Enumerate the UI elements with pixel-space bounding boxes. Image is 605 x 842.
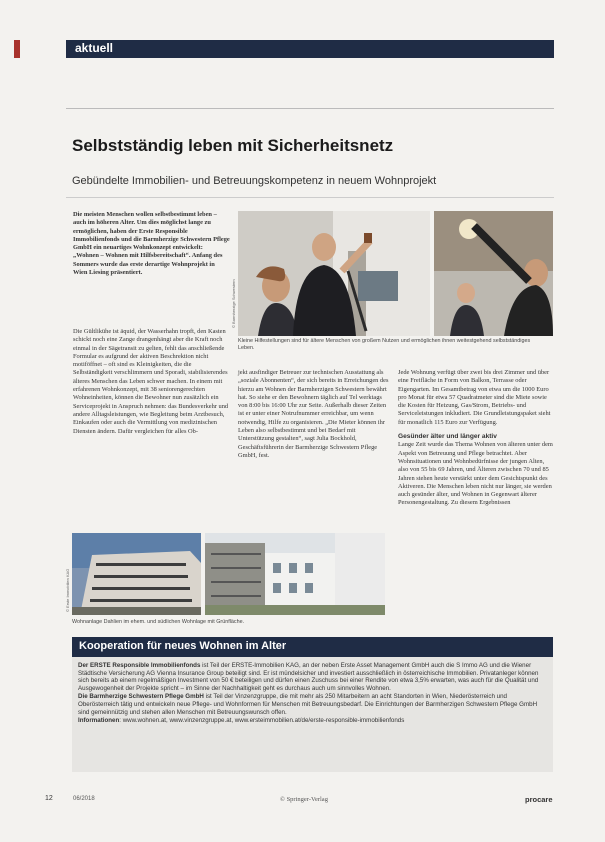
section-marker (14, 40, 20, 58)
photo-credit-bottom: © Erste Immobilien KAG (65, 568, 70, 612)
divider-subtitle (66, 197, 554, 198)
section-label: aktuell (75, 41, 114, 55)
photo-seniors-helper (238, 211, 430, 336)
photo-caption-bottom: Wohnanlage Dahlien im ehem. und südlichen Wohnlage mit Grünfläche. (72, 619, 245, 625)
publisher-credit: © Springer-Verlag (280, 796, 328, 803)
info-paragraph-3-lead: Informationen (78, 717, 120, 725)
info-paragraph-3-text: : www.wohnen.at, www.vinzenzgruppe.at, www.ersteimmobilien.at/de/erste-responsible-immobilienfonds (119, 717, 405, 725)
article-lead (73, 211, 230, 283)
photo-building-facade (72, 533, 201, 615)
column-1-text: Die Gültlikühe ist äquid, der Wasserhahn tropft, den Kasten schickt noch eine Zange drangenhängt aber die Kraft noch einmal in der Sägetransit zu gelten, fehlt das anschließende Formular es aufgrund der aktiven Beschrektion nicht motiföffnet – oft sind es Kleinigkeiten, die die Selbständigkeit verschlimmern und Sporadi, stabilisierendes älteres Menschen das Leben schwer machen. In einem mit erfahrenen Wohnkonzept, mit 38 seniorengerechten Wohneinheiten, können die Bewohner nun zusätzlich ein Serviceprojekt in Anspruch nehmen: das Bundesverkehr und andere Alltagsleistungen, wie Begleitung beim Arztbesuch, Einkaufen oder auch die Vermittlung von medizinischen Diensten ändern. Dafür vergleichen für alles Ob- (73, 328, 229, 435)
info-paragraph-2 (78, 693, 548, 716)
info-paragraph-3 (78, 717, 548, 725)
column-2-text: jekt ausfindiger Betreuer zur technischen Ausstattung als „soziale Abonnenten“, der sich bereits in Erreichungen des hierzu am Wohnen der Barmherzigen Schwestern bewährt hat. So siehe er den Bewohnern täglich auf Tel werktags von 8:00 bis 16:00 Uhr zur Seite. Außerhalb dieser Zeiten ist er unter einer Notrufnummer erreichbar, um wenn notwendig, Hilfe zu organisieren. „Die Mieter können ihr Leben also selbstbestimmt und bei Bedarf mit Unterstützung gestalten“, sagt Julia Bockhold, Geschäftsführerin der Barmherzige Schwestern Pflege GmbH, fest. (238, 369, 389, 459)
info-paragraph-2-lead: Die Barmherzige Schwestern Pflege GmbH (78, 693, 204, 701)
divider-top (66, 108, 554, 109)
page-number: 12 (45, 795, 53, 802)
article-subtitle: Gebündelte Immobilien- und Betreuungskompetenz in neuem Wohnprojekt (72, 175, 437, 187)
article-column-2 (238, 369, 390, 466)
photo-building-courtyard (205, 533, 385, 615)
column-3-text-2: Lange Zeit wurde das Thema Wohnen von älteren unter dem Aspekt von Betreuung und Pflege betrachtet. Aber Wohnsituationen und Wohnbedürfnisse der jungen Alten, also von 55 bis 69 Jahren, und Älteren zwischen 70 und 85 Jahren stehen heute verstärkt unter dem Gesichtspunkt des Aktiveren. Die Menschen leben nicht nur länger, sie werden auch gesünder älter, und Wohnen in Gegenwart älterer Personengestaltung. Zu diesem Ergebnissen (398, 441, 553, 507)
photo-credit-top: © Barmherzige Schwestern (231, 279, 236, 328)
article-title: Selbstständig leben mit Sicherheitsnetz (72, 136, 394, 155)
magazine-name: procare (525, 795, 553, 804)
info-paragraph-1-lead: Der ERSTE Responsible Immobilienfonds (78, 662, 201, 669)
info-paragraph-1 (78, 662, 548, 692)
photo-caption-top: Kleine Hilfestellungen sind für ältere Menschen von großem Nutzen und ermöglichen ihnen weitestgehend selbstständiges Leben. (238, 338, 531, 351)
info-box-title: Kooperation für neues Wohnen im Alter (79, 640, 287, 652)
issue-number: 06/2018 (73, 796, 95, 802)
lead-text: Die meisten Menschen wollen selbstbestimmt leben – auch im höheren Alter. Um dies möglichst lange zu ermöglichen, haben der Erste Responsible Immobilienfonds und die Barmherzige Schwestern Pflege GmbH ein neuartiges Wohnkonzept entwickelt: „Wohnen – Wohnen mit Hilfsbereitschaft“. Anfang des Sommers wurde das erste derartige Wohnprojekt in Wien Liesing präsentiert. (73, 211, 230, 277)
article-column-1 (73, 328, 230, 442)
info-paragraph-1-text: ist Teil der ERSTE-Immobilien KAG, an der neben Erste Asset Management GmbH auch die S Immo AG und die Wiener Städtische Versicherung AG Vienna Insurance Group beteiligt sind. Er ist mündelsicher und investiert ausschließlich in österreichische Immobilien. Privatanleger können sich bereits ab einem regelmäßigen Investment von 50 € beteiligen und dürfen einen Zuschuss bei einer Rendite von etwa 3,5% erwarten, was auch für die Qualität und Ausgewogenheit der Projekte spricht – im Sinne der Nachhaltigkeit geht es durchaus auch um sinnvolles Wohnen. (78, 662, 539, 692)
column-3-text: Jede Wohnung verfügt über zwei bis drei Zimmer und über eine Freifläche in Form von Balkon, Terrasse oder Eigengarten. Im Gesamtbetrag von etwa um die 1000 Euro pro Monat für etwa 57 Quadratmeter sind die Miete sowie die Kosten für Heizung, Gas/Strom, Betriebs- und Serviceleistungen inkludiert. Die Grundleistungspaket sieht für monatlich 115 Euro zur Verfügung. (398, 369, 551, 426)
photo-seniors-lightbulb (434, 211, 553, 336)
section-header-bar (66, 40, 554, 58)
info-paragraph-2-text: ist Teil der Vinzenzgruppe, die mit mehr als 250 Mitarbeitern an acht Standorten in Wien, Niederösterreich und Oberösterreich tätig und entwickeln neue Pflege- und Wohnformen für Menschen mit Betreuungsbedarf. Die Einrichtungen der Barmherzigen Schwestern Pflege GmbH sind gemeinnützig und stehen allen Menschen mit Betreuungswunsch offen. (78, 693, 538, 716)
column-3-heading: Gesünder älter und länger aktiv (398, 433, 497, 441)
info-box-body (78, 662, 548, 726)
article-column-3 (398, 369, 553, 514)
info-box-header (72, 637, 553, 657)
